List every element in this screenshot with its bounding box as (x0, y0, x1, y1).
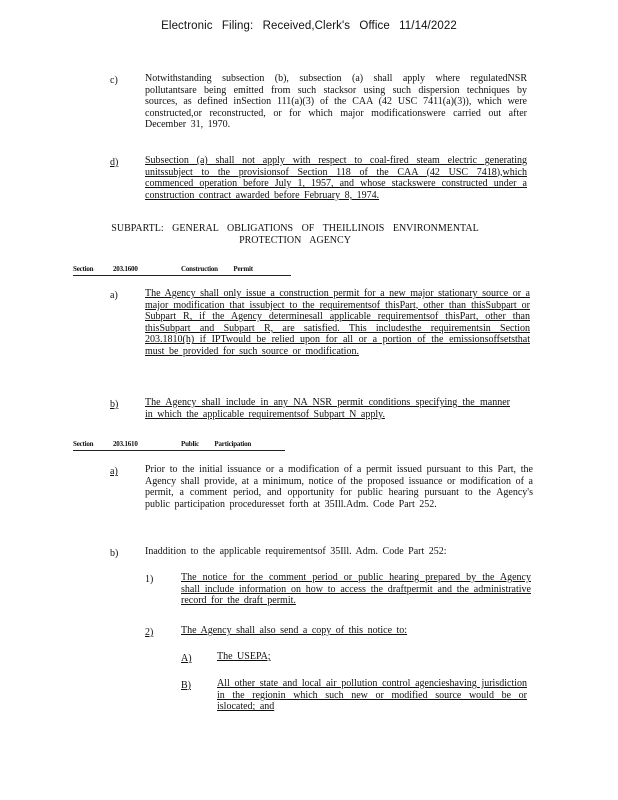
section-1600-b-text: The Agency shall include in any NA NSR permit conditions specifying the manner in which the applicable requirementsof Subpart N apply. (145, 397, 510, 420)
item-b-label: B) (181, 680, 191, 691)
section-1610-a-label: a) (110, 466, 118, 477)
paragraph-c-text: Notwithstanding subsection (b), subsection (a) shall apply where regulatedNSR pollutantsare being emitted from such stacksor using such dispersion techniques by sources, as defined inSection 111(a)(3) of the CAA (42 USC 7411(a)(3)), which were constructed,or reconstructed, or for which major modificationswere carried out after December 31, 1970. (145, 73, 527, 131)
paragraph-d-text: Subsection (a) shall not apply with respect to coal-fired steam electric generating unitssubject to the provisionsof Section 118 of the CAA (42 USC 7418),which commenced operation before July 1, 1957, and whose stackswere constructed under a construction contract awarded before February 8, 1974. (145, 155, 527, 201)
section-1610-label: Section (73, 440, 94, 448)
paragraph-d-label: d) (110, 157, 119, 168)
item-a-text: The USEPA; (217, 651, 271, 662)
section-1610-b-label: b) (110, 548, 119, 559)
item-2-label: 2) (145, 627, 154, 638)
page-header: Electronic Filing: Received,Clerk's Office 11/14/2022 (161, 20, 457, 32)
item-1-label: 1) (145, 574, 154, 585)
section-1600-number: 203.1600 (113, 265, 138, 273)
section-1610-title: Public Participation (181, 440, 252, 448)
section-1610-b-text: Inaddition to the applicable requirementsof 35Ill. Adm. Code Part 252: (145, 546, 447, 557)
item-2-text: The Agency shall also send a copy of this notice to: (181, 625, 408, 636)
section-1600-a-text: The Agency shall only issue a construction permit for a new major stationary source or a major modification that issubject to the requirementsof thisPart, other than thisSubpart or Subpart R, if the Agency determinesall applicable requirementsof thisPart, other than thisSubpart and Subpart R, are satisfied. This includesthe requirementsin Section 203.1810(h) if IPTwould be relied upon for all or a portion of the emissionsoffsetsthat must be provided for such source or modification. (145, 288, 530, 357)
paragraph-c-label: c) (110, 75, 118, 86)
section-1600-title: Construction Permit (181, 265, 253, 273)
section-1600-a-label: a) (110, 290, 118, 301)
section-1610-number: 203.1610 (113, 440, 138, 448)
section-1600-b-label: b) (110, 399, 119, 410)
item-a-label: A) (181, 653, 192, 664)
subpart-title (90, 223, 500, 247)
item-1-text: The notice for the comment period or public hearing prepared by the Agency shall include information on how to access the draftpermit and the administrative record for the draft permit. (181, 572, 531, 607)
section-1600-heading-rule (73, 275, 291, 276)
section-1610-a-text: Prior to the initial issuance or a modification of a permit issued pursuant to this Part, the Agency shall provide, at a minimum, notice of the proposed issuance or modification of a permit, a comment period, and opportunity for public hearing pursuant to the Agency's public participation proceduresset forth at 35Ill.Adm. Code Part 252. (145, 464, 533, 510)
section-1600-label: Section (73, 265, 94, 273)
subpart-title-line2: PROTECTION AGENCY (239, 235, 351, 246)
item-b-text: All other state and local air pollution control agencieshaving jurisdiction in the regionin which such new or modified source would be or islocated; and (217, 678, 527, 713)
section-1610-heading-rule (73, 450, 285, 451)
subpart-title-line1: SUBPARTL: GENERAL OBLIGATIONS OF THEILLINOIS ENVIRONMENTAL (111, 223, 479, 234)
